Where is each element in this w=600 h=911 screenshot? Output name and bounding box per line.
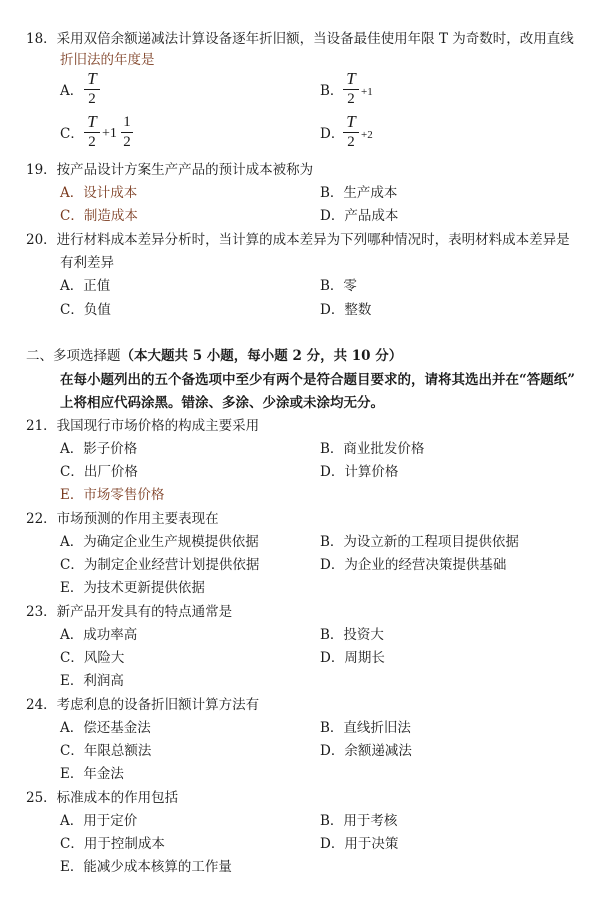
q20-option-c: C．负值 [60,302,111,318]
q25-option-c: C．用于控制成本 [60,836,165,852]
fraction-denominator: 2 [88,91,96,107]
q21-option-b: B．商业批发价格 [320,441,425,457]
fraction-bar [84,132,100,133]
q20-option-b: B．零 [320,278,357,294]
q18-option-c-mixed-fraction [121,113,133,150]
fraction-denominator: 2 [347,134,355,150]
q23-option-a: A．成功率高 [60,627,138,643]
q18-option-d-label: D． [320,126,345,142]
q23-option-c: C．风险大 [60,650,125,666]
q25-option-a: A．用于定价 [60,813,138,829]
q25-option-e: E．能减少成本核算的工作量 [60,859,232,875]
q24-option-c: C．年限总额法 [60,743,152,759]
q25-stem: 25．标准成本的作用包括 [26,790,179,806]
q21-option-a: A．影子价格 [60,441,138,457]
q18-stem-line1: 18．采用双倍余额递减法计算设备逐年折旧额，当设备最佳使用年限 T 为奇数时，改用直线 [26,31,574,47]
q20-option-d: D．整数 [320,302,372,318]
q21-option-d: D．计算价格 [320,464,399,480]
q18-option-c-label: C． [60,126,84,142]
q22-stem: 22．市场预测的作用主要表现在 [26,511,219,527]
q22-option-c: C．为制定企业经营计划提供依据 [60,557,260,573]
fraction-numerator: 1 [123,114,131,130]
q20-option-a: A．正值 [60,278,111,294]
fraction-numerator: T [87,69,97,88]
q23-option-b: B．投资大 [320,627,384,643]
q18-option-d-fraction [343,113,359,150]
q18-stem-line2: 折旧法的年度是 [60,52,155,68]
q23-option-e: E．利润高 [60,673,124,689]
fraction-bar [343,132,359,133]
q18-option-a-fraction [84,70,100,107]
q18-option-c-fraction [84,113,100,150]
section2-title-main: 二、多项选择题 [26,348,121,364]
q25-option-b: B．用于考核 [320,813,398,829]
q24-stem: 24．考虑利息的设备折旧额计算方法有 [26,697,260,713]
fraction-numerator: T [87,112,97,131]
q19-option-d: D．产品成本 [320,208,399,224]
q20-stem-line2: 有利差异 [60,255,114,271]
fraction-bar [121,132,133,133]
q21-option-e: E．市场零售价格 [60,487,165,503]
q19-option-a: A．设计成本 [60,185,138,201]
q22-option-e: E．为技术更新提供依据 [60,580,205,596]
q18-option-c-plus: +1 [102,126,117,141]
q22-option-a: A．为确定企业生产规模提供依据 [60,534,259,550]
q18-option-a-label: A． [60,83,84,99]
q18-option-d-suffix: +2 [361,129,373,141]
q21-option-c: C．出厂价格 [60,464,138,480]
q24-option-a: A．偿还基金法 [60,720,151,736]
q18-option-b-suffix: +1 [361,86,373,98]
q23-option-d: D．周期长 [320,650,385,666]
q25-option-d: D．用于决策 [320,836,399,852]
section2-instructions-line2: 上将相应代码涂黑。错涂、多涂、少涂或未涂均无分。 [60,395,384,411]
q20-stem-line1: 20．进行材料成本差异分析时，当计算的成本差异为下列哪种情况时，表明材料成本差异是 [26,232,570,248]
q22-option-b: B．为设立新的工程项目提供依据 [320,534,519,550]
q24-option-b: B．直线折旧法 [320,720,411,736]
q24-option-e: E．年金法 [60,766,124,782]
q22-option-d: D．为企业的经营决策提供基础 [320,557,507,573]
q19-stem: 19．按产品设计方案生产产品的预计成本被称为 [26,162,314,178]
fraction-denominator: 2 [347,91,355,107]
q19-option-c: C．制造成本 [60,208,138,224]
fraction-numerator: T [346,69,356,88]
section2-title-detail: （本大题共 5 小题，每小题 2 分，共 10 分） [120,348,403,364]
q19-option-b: B．生产成本 [320,185,398,201]
fraction-denominator: 2 [123,134,131,150]
q24-option-d: D．余额递减法 [320,743,412,759]
fraction-bar [84,89,100,90]
section2-instructions-line1: 在每小题列出的五个备选项中至少有两个是符合题目要求的，请将其选出并在“答题纸” [60,372,576,388]
q18-option-b-fraction [343,70,359,107]
q18-option-b-label: B． [320,83,344,99]
fraction-bar [343,89,359,90]
fraction-denominator: 2 [88,134,96,150]
fraction-numerator: T [346,112,356,131]
q23-stem: 23．新产品开发具有的特点通常是 [26,604,233,620]
q21-stem: 21．我国现行市场价格的构成主要采用 [26,418,260,434]
section2-title [26,348,402,364]
